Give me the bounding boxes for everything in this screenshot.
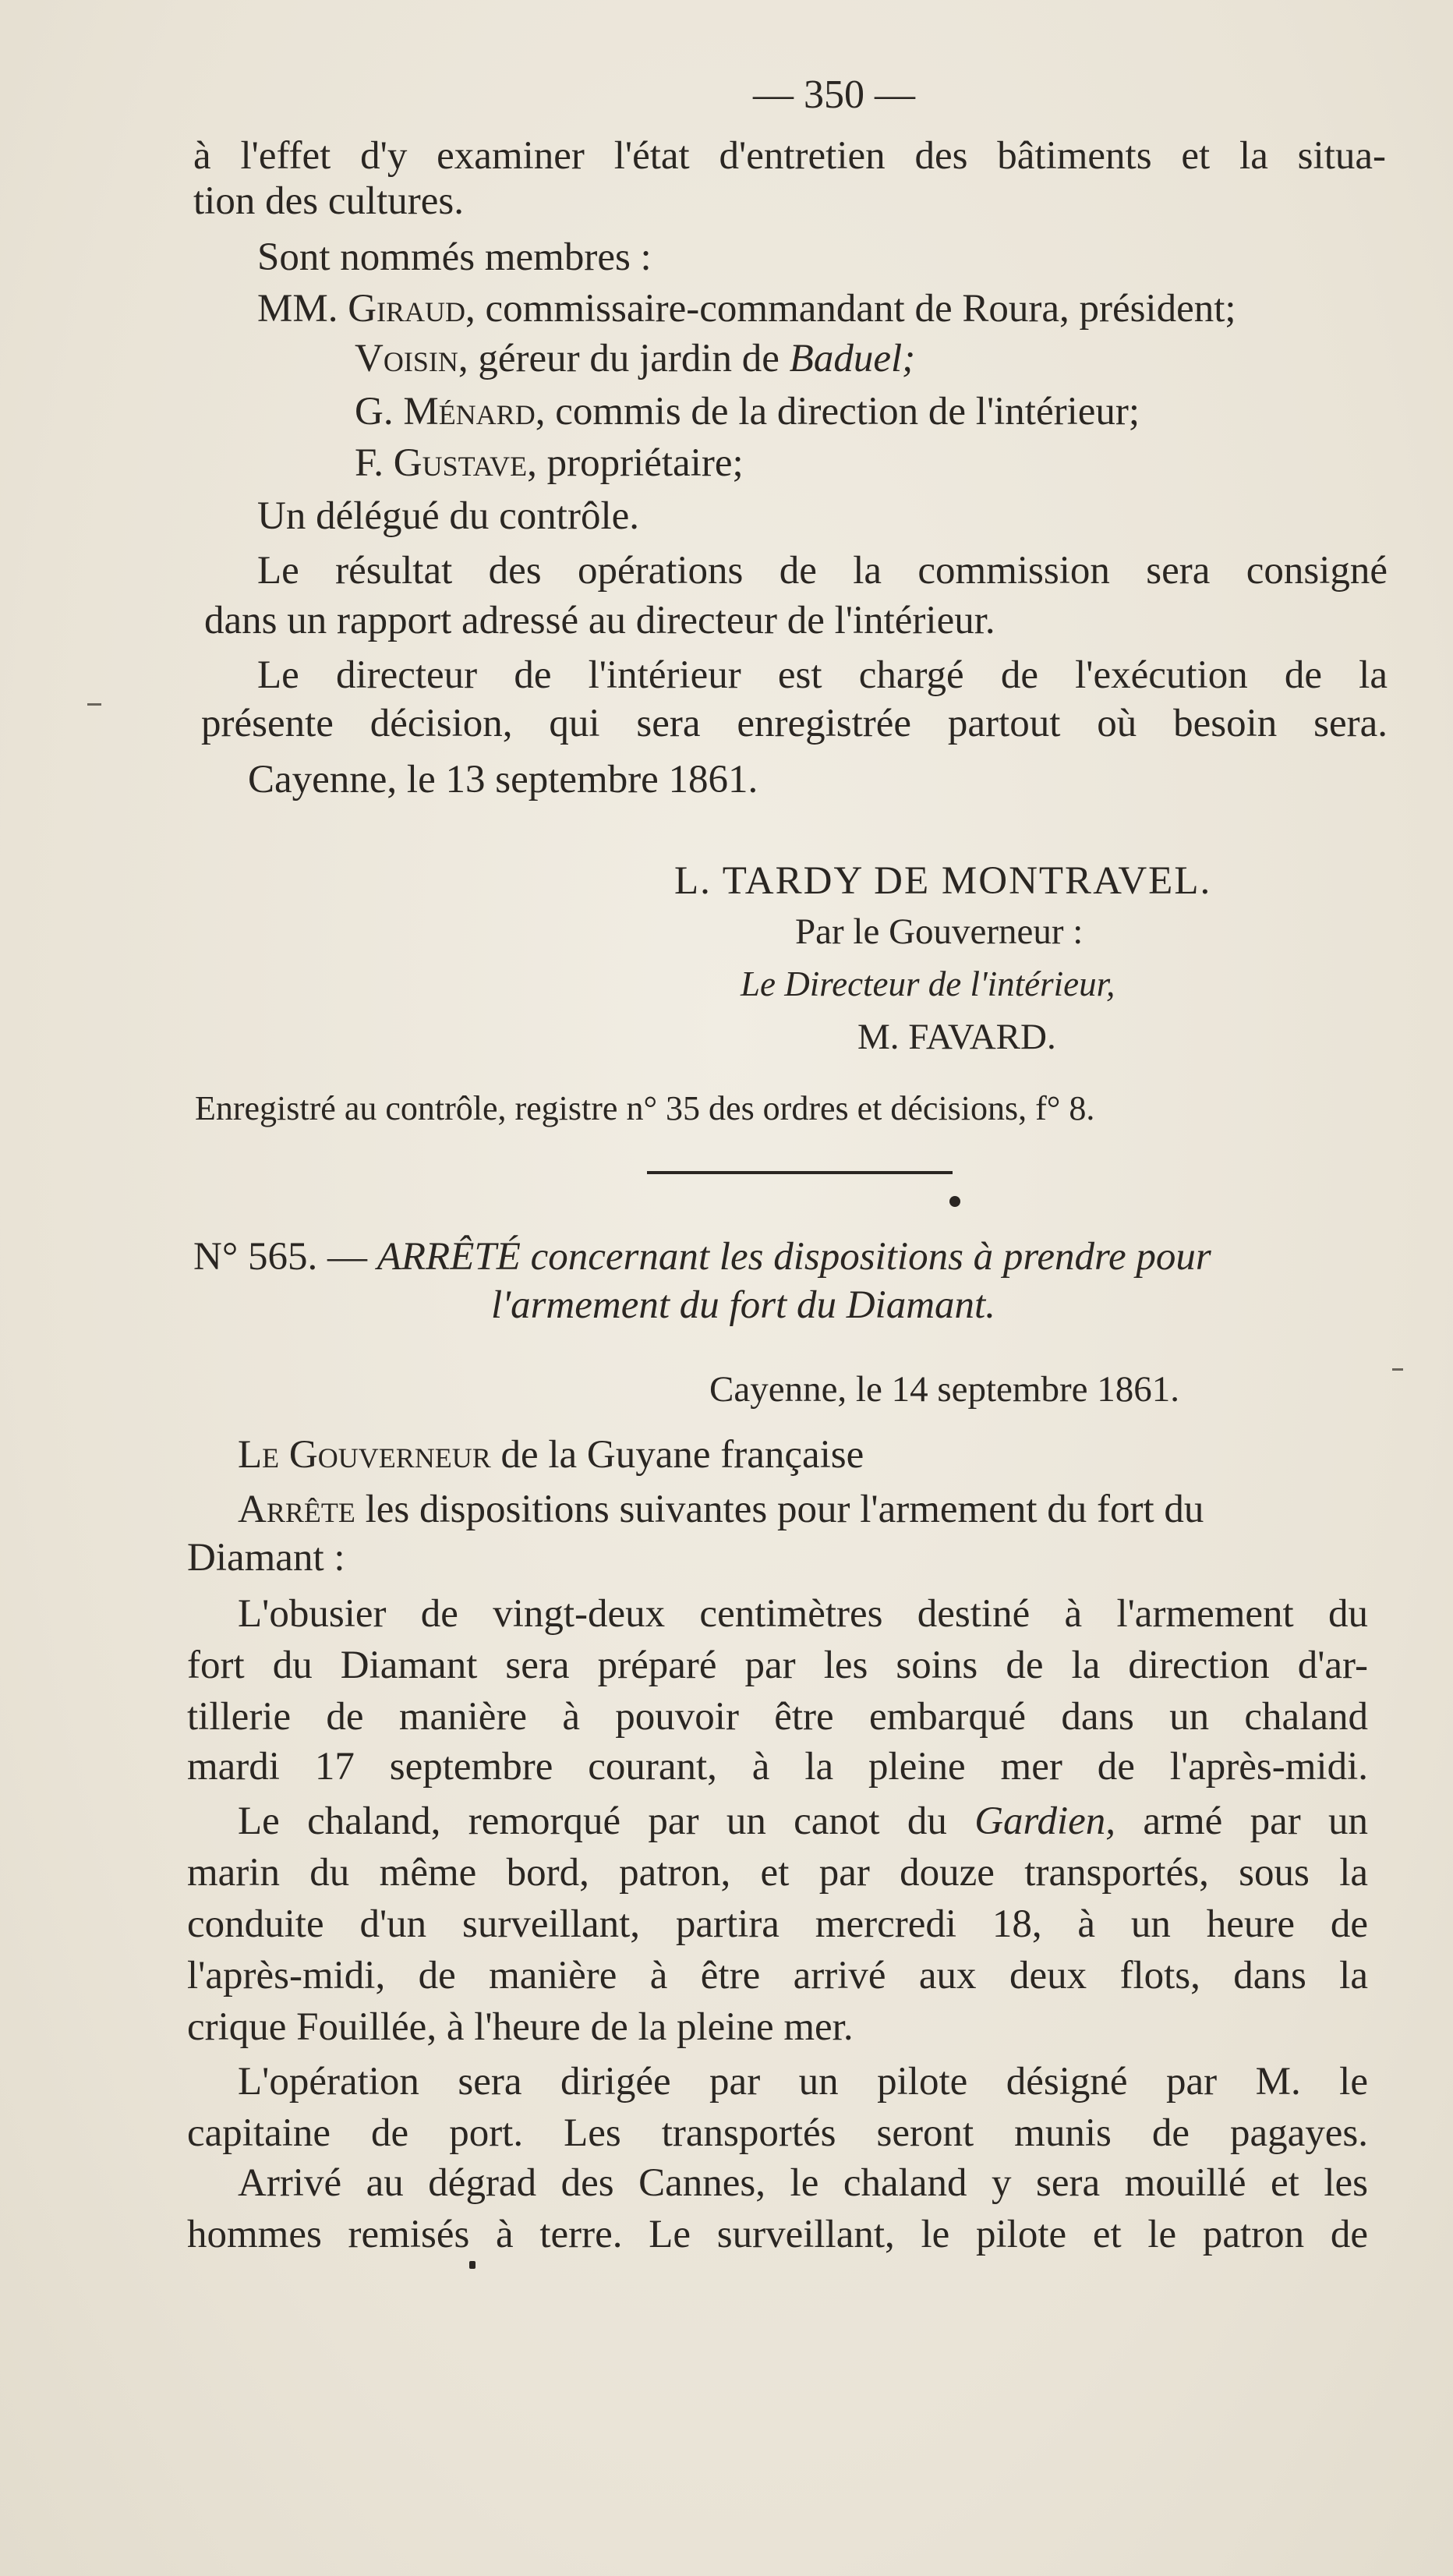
decree-arrete xyxy=(238,1486,1204,1533)
ink-dot xyxy=(949,1196,960,1207)
text-line: crique Fouillée, à l'heure de la pleine mer. xyxy=(187,2005,854,2049)
arrete-rest: les dispositions suivantes pour l'armement du fort du xyxy=(355,1488,1204,1531)
text-line: marin du même bord, patron, et par douze transportés, sous la xyxy=(187,1851,1368,1895)
section-divider xyxy=(647,1171,953,1174)
signature-signer: M. FAVARD. xyxy=(857,1017,1056,1057)
text-line: mardi 17 septembre courant, à la pleine mer de l'après-midi. xyxy=(187,1745,1368,1789)
text-line: fort du Diamant sera préparé par les soins de la direction d'ar- xyxy=(187,1644,1368,1687)
text-line: Le résultat des opérations de la commission sera consigné xyxy=(257,549,1388,593)
member-line xyxy=(257,285,1236,332)
decree-governor xyxy=(238,1431,864,1478)
text-line: Le directeur de l'intérieur est chargé de l'exécution de la xyxy=(257,653,1388,697)
text-line: Sont nommés membres : xyxy=(257,235,652,279)
text-line: tion des cultures. xyxy=(193,179,465,223)
member-name: Ménard xyxy=(403,390,536,433)
member-prefix: F. xyxy=(355,441,394,485)
member-prefix: G. xyxy=(355,390,404,433)
decree-title xyxy=(193,1233,1211,1280)
decree-title-a: ARRÊTÉ concernant les dispositions à prendre pour xyxy=(377,1235,1211,1279)
member-line xyxy=(355,388,1140,435)
member-line xyxy=(355,335,915,382)
decree-title-b: l'armement du fort du Diamant. xyxy=(491,1283,995,1327)
signature-par: Par le Gouverneur : xyxy=(795,911,1084,952)
text-segment: armé par un xyxy=(1115,1799,1368,1843)
text-line: L'opération sera dirigée par un pilote désigné par M. le xyxy=(238,2060,1368,2104)
text-line: capitaine de port. Les transportés seront munis de pagayes. xyxy=(187,2111,1368,2155)
text-line: tillerie de manière à pouvoir être embarqué dans un chaland xyxy=(187,1695,1368,1739)
member-role: , propriétaire; xyxy=(527,441,744,485)
decree-number: N° 565. — xyxy=(193,1235,377,1279)
member-name: Voisin xyxy=(355,337,458,380)
decree-date: Cayenne, le 14 septembre 1861. xyxy=(709,1369,1179,1410)
signature-role: Le Directeur de l'intérieur, xyxy=(741,964,1115,1003)
margin-mark xyxy=(1392,1368,1403,1371)
text-line: présente décision, qui sera enregistrée partout où besoin sera. xyxy=(201,702,1388,745)
text-line xyxy=(238,1798,1368,1845)
text-line: Un délégué du contrôle. xyxy=(257,494,640,538)
text-line: L'obusier de vingt-deux centimètres destiné à l'armement du xyxy=(238,1592,1368,1636)
member-name: Gustave xyxy=(393,441,528,485)
member-role: , commis de la direction de l'intérieur; xyxy=(535,390,1140,433)
text-line: hommes remisés à terre. Le surveillant, le pilote et le patron de xyxy=(187,2213,1368,2256)
ship-name: Gardien, xyxy=(974,1799,1116,1843)
text-line: Diamant : xyxy=(187,1536,345,1580)
member-name: Giraud xyxy=(348,287,466,331)
ink-speck xyxy=(469,2261,475,2269)
registration-note: Enregistré au contrôle, registre n° 35 des ordres et décisions, f° 8. xyxy=(195,1089,1095,1127)
governor-title: Le Gouverneur xyxy=(238,1433,491,1477)
page-number: — 350 — xyxy=(753,73,915,117)
member-line xyxy=(355,440,744,487)
date-line: Cayenne, le 13 septembre 1861. xyxy=(248,758,758,801)
governor-rest: de la Guyane française xyxy=(490,1433,864,1477)
text-line: Arrivé au dégrad des Cannes, le chaland y sera mouillé et les xyxy=(238,2161,1368,2205)
signature-name: L. TARDY DE MONTRAVEL. xyxy=(674,859,1212,903)
margin-mark xyxy=(87,703,101,706)
member-role: , géreur du jardin de xyxy=(458,337,790,380)
text-line: l'après-midi, de manière à être arrivé aux deux flots, dans la xyxy=(187,1954,1368,1997)
text-line: à l'effet d'y examiner l'état d'entretien des bâtiments et la situa- xyxy=(193,134,1386,178)
text-line: conduite d'un surveillant, partira mercredi 18, à un heure de xyxy=(187,1902,1368,1946)
member-role: , commissaire-commandant de Roura, président; xyxy=(465,287,1236,331)
member-prefix: MM. xyxy=(257,287,348,331)
text-line: dans un rapport adressé au directeur de l'intérieur. xyxy=(204,599,995,642)
text-segment: Le chaland, remorqué par un canot du xyxy=(238,1799,975,1843)
place-name: Baduel; xyxy=(789,337,916,380)
arrete-word: Arrête xyxy=(238,1488,355,1531)
